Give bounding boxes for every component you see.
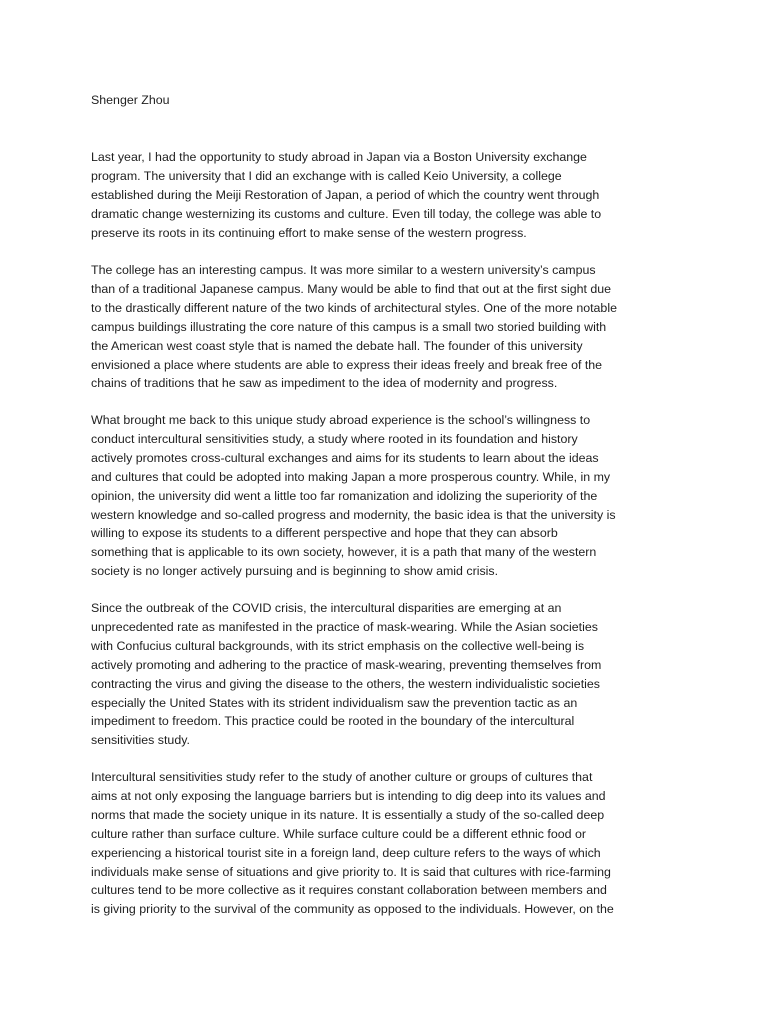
paragraph-line: Since the outbreak of the COVID crisis, the intercultural disparities are emerging at an — [91, 601, 562, 615]
paragraph-1 — [91, 148, 601, 243]
paragraph-line: aims at not only exposing the language barriers but is intending to dig deep into its values and — [91, 788, 606, 803]
paragraph-line: envisioned a place where students are able to express their ideas freely and break free of the — [91, 357, 603, 372]
paragraph-line: The college has an interesting campus. It was more similar to a western university’s campus — [91, 263, 596, 277]
paragraph-line: contracting the virus and giving the disease to the others, the western individualistic societies — [91, 676, 600, 691]
paragraph-line: dramatic change westernizing its customs and culture. Even till today, the college was able to — [91, 206, 602, 221]
paragraph-line: preserve its roots in its continuing effort to make sense of the western progress. — [91, 225, 527, 240]
paragraph-line: something that is applicable to its own society, however, it is a path that many of the western — [91, 545, 597, 560]
paragraph-line: campus buildings illustrating the core nature of this campus is a small two storied building with — [91, 319, 607, 334]
paragraph-line: culture rather than surface culture. While surface culture could be a different ethnic food or — [91, 826, 586, 841]
paragraph-line: unprecedented rate as manifested in the practice of mask-wearing. While the Asian societies — [91, 619, 598, 634]
paragraph-line: actively promotes cross-cultural exchanges and aims for its students to learn about the ideas — [91, 450, 599, 465]
paragraph-line: program. The university that I did an exchange with is called Keio University, a college — [91, 168, 562, 183]
paragraph-line: chains of traditions that he saw as impediment to the idea of modernity and progress. — [91, 376, 558, 391]
paragraph-line: willing to expose its students to a different perspective and hope that they can absorb — [91, 526, 558, 541]
paragraph-line: than of a traditional Japanese campus. Many would be able to find that out at the first sight due — [91, 281, 612, 296]
paragraph-line: Intercultural sensitivities study refer to the study of another culture or groups of cultures that — [91, 770, 593, 784]
paragraph-line: society is no longer actively pursuing and is beginning to show amid crisis. — [91, 564, 499, 579]
paragraph-line: opinion, the university did went a little too far romanization and idolizing the superiority of the — [91, 488, 598, 503]
paragraph-line: to the drastically different nature of the two kinds of architectural styles. One of the more notable — [91, 300, 617, 315]
paragraph-line: norms that made the society unique in its nature. It is essentially a study of the so-called deep — [91, 807, 605, 822]
paragraph-line: sensitivities study. — [91, 733, 190, 748]
paragraph-line: established during the Meiji Restoration of Japan, a period of which the country went through — [91, 187, 600, 202]
paragraph-line: with Confucius cultural backgrounds, with its strict emphasis on the collective well-being is — [91, 638, 585, 653]
paragraph-line: actively promoting and adhering to the practice of mask-wearing, preventing themselves from — [91, 657, 602, 672]
paragraph-5 — [91, 768, 614, 919]
paragraph-2 — [91, 261, 617, 393]
paragraph-line: conduct intercultural sensitivities study, a study where rooted in its foundation and history — [91, 431, 578, 446]
paragraph-4 — [91, 599, 601, 750]
paragraph-line: Last year, I had the opportunity to study abroad in Japan via a Boston University exchange — [91, 150, 587, 164]
paragraph-line: especially the United States with its strident individualism saw the prevention tactic as an — [91, 695, 578, 710]
paragraph-line: and cultures that could be adopted into making Japan a more prosperous country. While, in my — [91, 469, 611, 484]
paragraph-line: individuals make sense of situations and give priority to. It is said that cultures with rice-farming — [91, 864, 611, 879]
author-name: Shenger Zhou — [91, 93, 170, 107]
paragraph-line: impediment to freedom. This practice could be rooted in the boundary of the intercultural — [91, 714, 575, 729]
paragraph-3 — [91, 411, 616, 581]
paragraph-line: the American west coast style that is named the debate hall. The founder of this university — [91, 338, 583, 353]
paragraph-line: western knowledge and so-called progress and modernity, the basic idea is that the university is — [91, 507, 616, 522]
paragraph-line: experiencing a historical tourist site in a foreign land, deep culture refers to the ways of which — [91, 845, 601, 860]
paragraph-line: What brought me back to this unique study abroad experience is the school’s willingness to — [91, 413, 591, 427]
paragraph-line: is giving priority to the survival of the community as opposed to the individuals. However, on the — [91, 902, 614, 917]
paragraph-line: cultures tend to be more collective as it requires constant collaboration between members and — [91, 883, 607, 898]
